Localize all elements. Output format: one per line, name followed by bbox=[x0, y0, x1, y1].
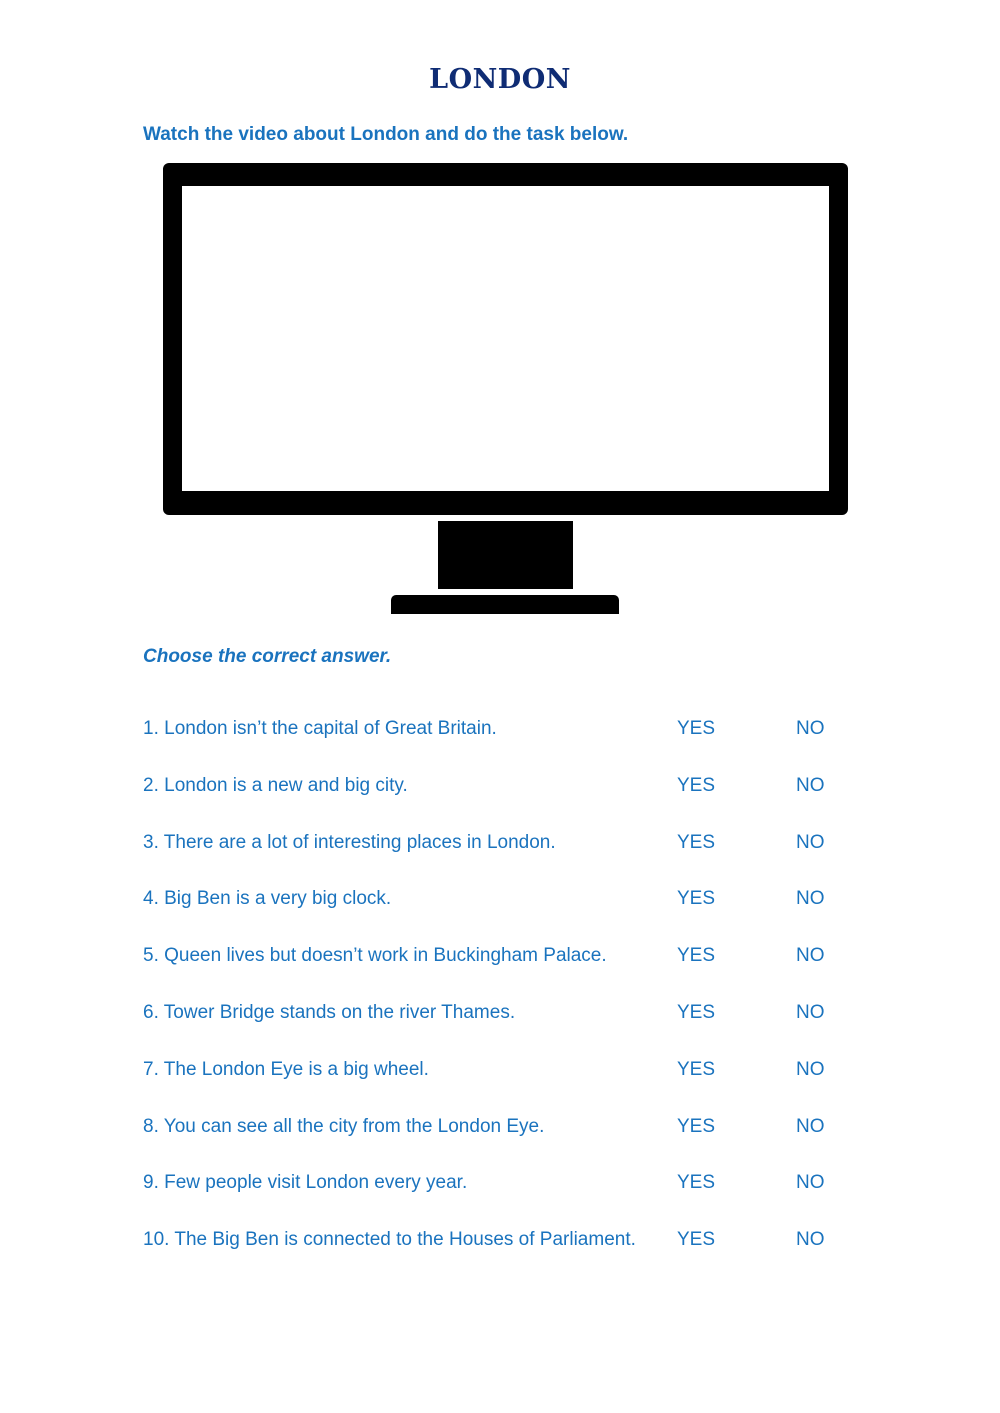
no-option[interactable]: NO bbox=[796, 1001, 825, 1023]
video-monitor bbox=[163, 163, 848, 615]
question-row bbox=[143, 832, 863, 889]
yes-option[interactable]: YES bbox=[677, 1229, 716, 1251]
question-row bbox=[143, 1002, 863, 1059]
yes-option[interactable]: YES bbox=[677, 888, 716, 910]
question-row bbox=[143, 1116, 863, 1173]
no-option[interactable]: NO bbox=[796, 888, 825, 910]
question-text: 5. Queen lives but doesn’t work in Buckingham Palace. bbox=[143, 945, 607, 967]
question-text: 9. Few people visit London every year. bbox=[143, 1172, 468, 1194]
yes-option[interactable]: YES bbox=[677, 718, 716, 739]
question-list bbox=[143, 718, 863, 1286]
yes-option[interactable]: YES bbox=[677, 774, 716, 796]
page-title: LONDON bbox=[429, 64, 571, 95]
question-text: 7. The London Eye is a big wheel. bbox=[143, 1058, 429, 1080]
yes-option[interactable]: YES bbox=[677, 1058, 716, 1080]
yes-option[interactable]: YES bbox=[677, 1172, 716, 1194]
monitor-stand-neck bbox=[438, 521, 573, 589]
monitor-stand-base bbox=[391, 595, 619, 614]
yes-option[interactable]: YES bbox=[677, 1115, 716, 1137]
no-option[interactable]: NO bbox=[796, 774, 825, 796]
question-row bbox=[143, 1229, 863, 1286]
question-text: 8. You can see all the city from the London Eye. bbox=[143, 1115, 545, 1137]
yes-option[interactable]: YES bbox=[677, 1001, 716, 1023]
video-instruction: Watch the video about London and do the task below. bbox=[143, 124, 629, 145]
video-screen[interactable] bbox=[182, 186, 829, 491]
question-text: 10. The Big Ben is connected to the Houses of Parliament. bbox=[143, 1229, 636, 1251]
question-text: 4. Big Ben is a very big clock. bbox=[143, 888, 392, 910]
task-instruction: Choose the correct answer. bbox=[143, 646, 392, 667]
question-row bbox=[143, 1059, 863, 1116]
question-row bbox=[143, 718, 863, 775]
no-option[interactable]: NO bbox=[796, 1058, 825, 1080]
yes-option[interactable]: YES bbox=[677, 945, 716, 967]
yes-option[interactable]: YES bbox=[677, 831, 716, 853]
monitor-frame bbox=[163, 163, 848, 515]
question-text: 6. Tower Bridge stands on the river Thames. bbox=[143, 1001, 516, 1023]
question-text: 3. There are a lot of interesting places in London. bbox=[143, 831, 556, 853]
no-option[interactable]: NO bbox=[796, 1172, 825, 1194]
question-row bbox=[143, 888, 863, 945]
no-option[interactable]: NO bbox=[796, 1229, 825, 1251]
question-text: 2. London is a new and big city. bbox=[143, 774, 408, 796]
no-option[interactable]: NO bbox=[796, 1115, 825, 1137]
question-row bbox=[143, 945, 863, 1002]
question-row bbox=[143, 1172, 863, 1229]
no-option[interactable]: NO bbox=[796, 831, 825, 853]
question-text: 1. London isn’t the capital of Great Britain. bbox=[143, 718, 497, 739]
no-option[interactable]: NO bbox=[796, 718, 825, 739]
question-row bbox=[143, 775, 863, 832]
no-option[interactable]: NO bbox=[796, 945, 825, 967]
